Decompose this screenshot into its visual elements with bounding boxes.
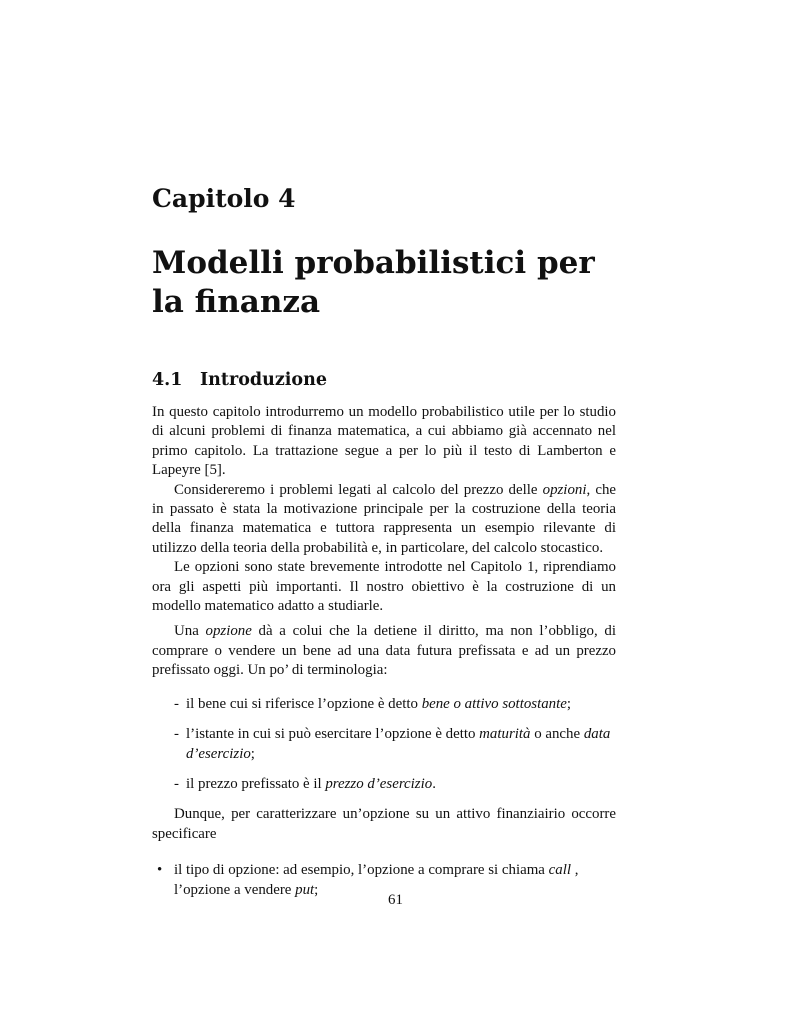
emphasis: bene o attivo sottostante [421,695,567,712]
text-run: o anche [530,726,584,743]
body-text [152,403,616,900]
dash-marker: - [174,695,179,712]
section-heading [152,370,327,390]
chapter-title: Modelli probabilistici per la finanza [152,245,595,320]
paragraph-1: In questo capitolo introdurremo un modello probabilistico utile per lo studio di alcuni problemi di finanza matematica, a cui abbiamo già accennato nel primo capitolo. La trattazione segue a per lo più il testo di Lamberton e Lapeyre [5]. [152,404,616,479]
text-run: ; [314,881,319,898]
emphasis: opzione [205,623,252,640]
emphasis: put [295,881,315,898]
text-run: il prezzo prefissato è il [186,775,326,792]
dash-marker: - [174,775,179,792]
emphasis: call [548,862,571,879]
terminology-list [152,695,616,795]
page-number: 61 [388,892,403,908]
paragraph-2 [152,481,616,559]
list-item [152,695,616,714]
text-run: Considereremo i problemi legati al calcolo del prezzo delle [174,481,543,498]
text-run: ; [250,745,255,762]
emphasis: prezzo d’esercizio [325,775,433,792]
text-run: il bene cui si riferisce l’opzione è detto [186,695,422,712]
emphasis: opzioni [542,481,587,498]
paragraph-4 [152,622,616,680]
text-run: Una [174,623,206,640]
text-run: , l’opzione a vendere [174,862,579,898]
section-number: 4.1 [152,370,183,390]
chapter-label: Capitolo 4 [152,184,296,213]
text-run: , che in passato è stata la motivazione principale per la costruzione della teoria della finanza matematica e tuttora rappresenta un esempio rilevante di utilizzo della teoria della probabilità e, in particolare, del calcolo stocastico. [152,481,616,556]
bullet-marker: • [157,862,163,879]
list-item [152,725,616,764]
list-item [152,775,616,794]
text-run: dà a colui che la detiene il diritto, ma non l’obbligo, di comprare o vendere un bene ad una data futura prefissata e ad un prezzo prefissato oggi. Un po’ di terminologia: [152,623,616,679]
paragraph-5: Dunque, per caratterizzare un’opzione su un attivo finanziairio occorre specificare [152,806,616,842]
emphasis: data d’esercizio [186,726,611,762]
text-run: il tipo di opzione: ad esempio, l’opzione a comprare si chiama [174,862,549,879]
paragraph-3: Le opzioni sono state brevemente introdotte nel Capitolo 1, riprendiamo ora gli aspetti più importanti. Il nostro obiettivo è la costruzione di un modello matematico adatto a studiarle. [152,559,616,615]
dash-marker: - [174,726,179,743]
text-run: l’istante in cui si può esercitare l’opzione è detto [186,726,480,743]
emphasis: maturità [479,726,531,743]
text-run: . [432,775,436,792]
section-title: Introduzione [200,370,327,390]
text-run: ; [566,695,571,712]
